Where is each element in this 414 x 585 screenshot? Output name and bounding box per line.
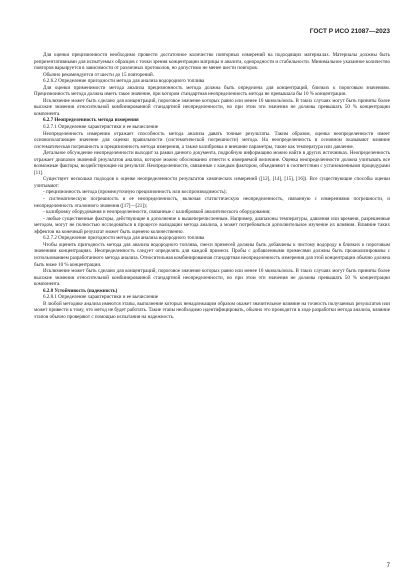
subsection-heading: 6.2.7.2 Определение пригодности метода для анализа водородного топлива	[43, 235, 205, 242]
paragraph: Для оценки применимости метода анализа прецизионность метода должна быть определена для концентраций, близких к пороговым значениям. Прецизионность метода должна иметь такое значение, при котором стандартная неопределенность метода не превышала бы 10 % концентрации.	[34, 84, 390, 98]
paragraph: Чтобы оценить пригодность метода для анализа водородного топлива, смеси примесей должны быть добавлены к чистому водороду в близких к пороговым значениям концентрациях. Неопределенность следует определять для каждой примеси. Пробы с добавленными примесями должны быть проанализированы с использованием разработанного метода анализа. Относительная комбинированная стандартная неопределенность измерения для этой концентрации обычно должна быть ниже 10 % концентрации.	[34, 241, 390, 268]
paragraph: В любой методике анализа имеются этапы, выполнение которых ненадлежащим образом окажет значительное влияние на точность получаемых результатов или может привести к тому, что метод не будет работать. Такие этапы необходимо идентифицировать, обычно это проводится в ходе разработки метода анализа, влияние этапов обычно проверяют с помощью испытания на надежность.	[34, 300, 390, 320]
section-heading: 6.2.8 Устойчивость (надежность)	[43, 287, 118, 294]
section-heading: 6.2.7 Неопределенность метода измерения	[43, 117, 139, 124]
paragraph: Существует несколько подходов к оценке неопределенности результатов химических измерений ([12], [14], [15], [16]). Все существующие способы оценки учитывают:	[34, 176, 390, 189]
paragraph: Обычно рекомендуется от шести до 15 повторений.	[43, 71, 155, 78]
paragraph: Исключение может быть сделано для концентраций, пороговое значение которых равно или менее 10 мкмоль/моль. В таких случаях могут быть приняты более высокие значения относительной комбинированной стандартной неопределенности, но при этом эти значения не должны превышать 50 % концентрации компонента.	[34, 97, 390, 117]
document-body	[34, 52, 390, 320]
paragraph: Детальное обсуждение неопределенности выходит за рамки данного документа, подробную информацию можно найти в других источниках. Неопределенность отражает диапазон значений результатов анализа, которое можно обоснованно отнести к измеряемой величине. Оценка неопределенности должна учитывать все возможные факторы, воздействующие на результат. Неопределенности, связанные с каждым фактором, объединяют в соответствии с установленными процедурами [11].	[34, 150, 390, 176]
list-item: - систематическую погрешность и ее неопределенность, включая статистическую неопределенность, связанную с измерениями погрешности, и неопределенность эталонного значения ([17]—[21]);	[34, 196, 390, 209]
page-number: 7	[386, 563, 390, 569]
list-item: - калибровку оборудования и неопределенности, связанные с калибровкой аналитического оборудования;	[43, 209, 271, 216]
paragraph: Для оценки прецизионности необходимо провести достаточное количество повторных измерений на подходящих материалах. Материалы должны быть репрезентативными для испытуемых образцов с точки зрения концентрации матрицы и аналита, однородности и стабильности. Минимальное указанное количество повторов варьируется в зависимости от различных протоколов, но допустимо не менее шести повторов.	[34, 52, 390, 72]
subsection-heading: 6.2.6.2 Определение пригодности метода для анализа водородного топлива	[43, 78, 205, 85]
subsection-heading: 6.2.8.1 Определение характеристики и ее вычисление	[43, 294, 159, 301]
subsection-heading: 6.2.7.1 Определение характеристики и ее вычисление	[43, 124, 159, 131]
standard-designation: ГОСТ Р ИСО 21087—2023	[309, 28, 390, 35]
list-item: - прецизионность метода (промежуточную прецизионность или воспроизводимость);	[43, 189, 227, 196]
paragraph: Неопределенность измерения отражает способность метода анализа давать точные результаты. Таким образом, оценка неопределенности имеет основополагающее значение для оценки правильности (систематической погрешности) метода. На неопределенность в основном оказывают влияние систематическая погрешность и прецизионность метода измерения, а также калибровка и внешние параметры, такие как температура или давление.	[34, 130, 390, 150]
list-item: - любые существенные факторы, действующие в дополнение к вышеперечисленным. Например, диапазоны температуры, давления или времени, разрешенные методом, могут не полностью исследоваться в процессе валидации метода анализа, а может потребоваться дополнительное изучение их влияния. Влияние таких эффектов на конечный результат может быть оценено количественно.	[34, 215, 390, 235]
paragraph: Исключение может быть сделано для концентраций, пороговое значение которых равно или менее 10 мкмоль/моль. В таких случаях могут быть приняты более высокие значения относительной комбинированной стандартной неопределенности, но при этом эти значения не должны превышать 50 % концентрации компонента.	[34, 268, 390, 288]
